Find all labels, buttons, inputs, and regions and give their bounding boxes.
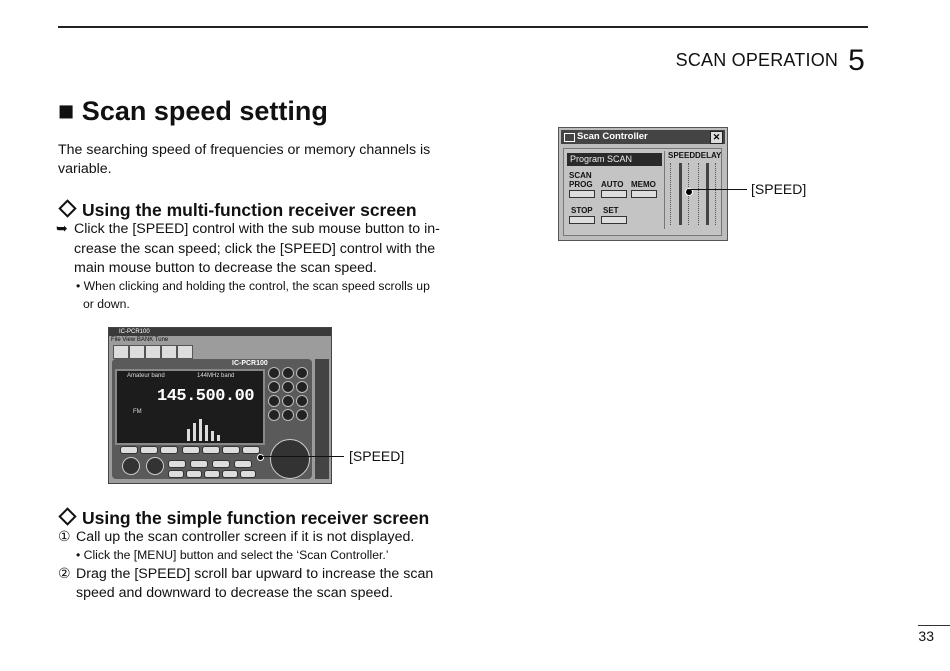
toolbar-icon	[161, 345, 177, 359]
multi-heading	[58, 200, 417, 221]
scan-controller-body	[563, 148, 722, 236]
intro-line-2: variable.	[58, 161, 112, 177]
keypad-key[interactable]	[268, 381, 280, 393]
mode-button[interactable]	[242, 446, 260, 454]
speed-label: SPEED	[668, 151, 696, 160]
keypad-key[interactable]	[296, 409, 308, 421]
meter-bar	[187, 429, 190, 441]
frequency-readout: 145.500.00	[157, 387, 255, 406]
scan-button[interactable]	[212, 460, 230, 468]
toolbar-icon	[145, 345, 161, 359]
scan-mode-display: Program SCAN	[567, 153, 662, 166]
stop-button[interactable]	[569, 216, 595, 224]
meter-bar	[193, 423, 196, 441]
receiver-menu: File View BANK Tune	[111, 337, 169, 343]
mode-button[interactable]	[140, 446, 158, 454]
intro-line-1: The searching speed of frequencies or memory channels is	[58, 142, 431, 158]
speed-callout-scan-controller: [SPEED]	[751, 181, 807, 197]
auto-label: AUTO	[601, 180, 624, 189]
keypad-key[interactable]	[268, 367, 280, 379]
keypad-key[interactable]	[282, 381, 294, 393]
keypad-key[interactable]	[282, 395, 294, 407]
meter-bar	[199, 419, 202, 441]
auto-button[interactable]	[204, 470, 220, 478]
keypad-key[interactable]	[268, 409, 280, 421]
section-header	[675, 40, 865, 77]
mode-label: FM	[133, 409, 142, 415]
page-number-rule	[918, 625, 950, 626]
diamond-icon	[58, 507, 76, 525]
keypad-key[interactable]	[296, 367, 308, 379]
prog-button[interactable]	[569, 190, 595, 198]
step2-line-2: speed and downward to decrease the scan speed.	[76, 585, 394, 601]
receiver-sidebar	[315, 359, 329, 479]
delay-scale	[715, 163, 721, 225]
tuning-dial[interactable]	[270, 439, 310, 479]
delay-label: DELAY	[695, 151, 722, 160]
keypad-key[interactable]	[282, 409, 294, 421]
delay-scrollbar[interactable]	[706, 163, 709, 225]
volume-knob[interactable]	[122, 457, 140, 475]
mode-button[interactable]	[222, 446, 240, 454]
squelch-knob[interactable]	[146, 457, 164, 475]
band-right: 144MHz band	[197, 373, 235, 379]
diamond-icon	[58, 199, 76, 217]
scan-controller-title: Scan Controller	[577, 131, 648, 142]
receiver-display	[115, 369, 265, 445]
callout-leader	[687, 189, 747, 190]
stop-button[interactable]	[168, 470, 184, 478]
receiver-panel	[112, 359, 312, 479]
keypad-key[interactable]	[282, 367, 294, 379]
step1-note: • Click the [MENU] button and select the ‘Scan Controller.’	[76, 548, 389, 562]
toolbar-icon	[177, 345, 193, 359]
set-button[interactable]	[601, 216, 627, 224]
scan-controller-window	[558, 127, 728, 241]
scan-button[interactable]	[168, 460, 186, 468]
memo-button[interactable]	[222, 470, 238, 478]
toolbar-icon	[113, 345, 129, 359]
step2-line-1: Drag the [SPEED] scroll bar upward to increase the scan	[76, 566, 434, 582]
auto-button[interactable]	[601, 190, 627, 198]
mode-button[interactable]	[182, 446, 200, 454]
arrow-icon: ➥	[56, 221, 68, 237]
step1-text: Call up the scan controller screen if it is not displayed.	[76, 529, 415, 545]
scan-button[interactable]	[190, 460, 208, 468]
multi-note-line-2: or down.	[83, 297, 130, 311]
mode-button[interactable]	[202, 446, 220, 454]
set-label: SET	[603, 206, 619, 215]
close-icon[interactable]: ✕	[710, 131, 723, 144]
scan-label: SCAN	[569, 171, 592, 180]
mode-button[interactable]	[160, 446, 178, 454]
prog-button[interactable]	[186, 470, 202, 478]
scan-button[interactable]	[234, 460, 252, 468]
toolbar-icon	[129, 345, 145, 359]
speed-scrollbar[interactable]	[679, 163, 682, 225]
multi-note-line-1: • When clicking and holding the control, the scan speed scrolls up	[76, 279, 430, 293]
multi-step-line-2: crease the scan speed; click the [SPEED] control with the	[74, 241, 436, 257]
stop-label: STOP	[571, 206, 593, 215]
delay-scale	[698, 163, 704, 225]
scan-controller-titlebar	[561, 130, 725, 144]
speed-callout-receiver: [SPEED]	[349, 448, 405, 464]
keypad-key[interactable]	[296, 381, 308, 393]
meter-bar	[211, 431, 214, 441]
section-number: 5	[848, 44, 865, 77]
multi-heading-text: Using the multi-function receiver screen	[82, 200, 417, 220]
multi-step-line-3: main mouse button to decrease the scan speed.	[74, 260, 377, 276]
meter-bar	[217, 435, 220, 441]
header-rule	[58, 26, 868, 28]
simple-heading	[58, 508, 429, 529]
memo-label: MEMO	[631, 180, 656, 189]
receiver-window	[108, 327, 332, 484]
set-button[interactable]	[240, 470, 256, 478]
page-number: 33	[918, 628, 934, 644]
column-divider	[664, 151, 665, 229]
step1-number: ①	[58, 529, 71, 545]
prog-label: PROG	[569, 180, 593, 189]
window-icon	[564, 133, 575, 142]
mode-button[interactable]	[120, 446, 138, 454]
keypad-key[interactable]	[268, 395, 280, 407]
receiver-titlebar: IC-PCR100	[109, 328, 331, 336]
step2-number: ②	[58, 566, 71, 582]
section-title: SCAN OPERATION	[675, 50, 839, 70]
callout-leader	[262, 456, 344, 457]
speed-scale	[670, 163, 676, 225]
multi-step-line-1: Click the [SPEED] control with the sub mouse button to in-	[74, 221, 440, 237]
page-title: ■ Scan speed setting	[58, 96, 328, 126]
receiver-brand: IC-PCR100	[232, 360, 268, 367]
keypad-key[interactable]	[296, 395, 308, 407]
memo-button[interactable]	[631, 190, 657, 198]
simple-heading-text: Using the simple function receiver screen	[82, 508, 430, 528]
band-left: Amateur band	[127, 373, 165, 379]
meter-bar	[205, 425, 208, 441]
